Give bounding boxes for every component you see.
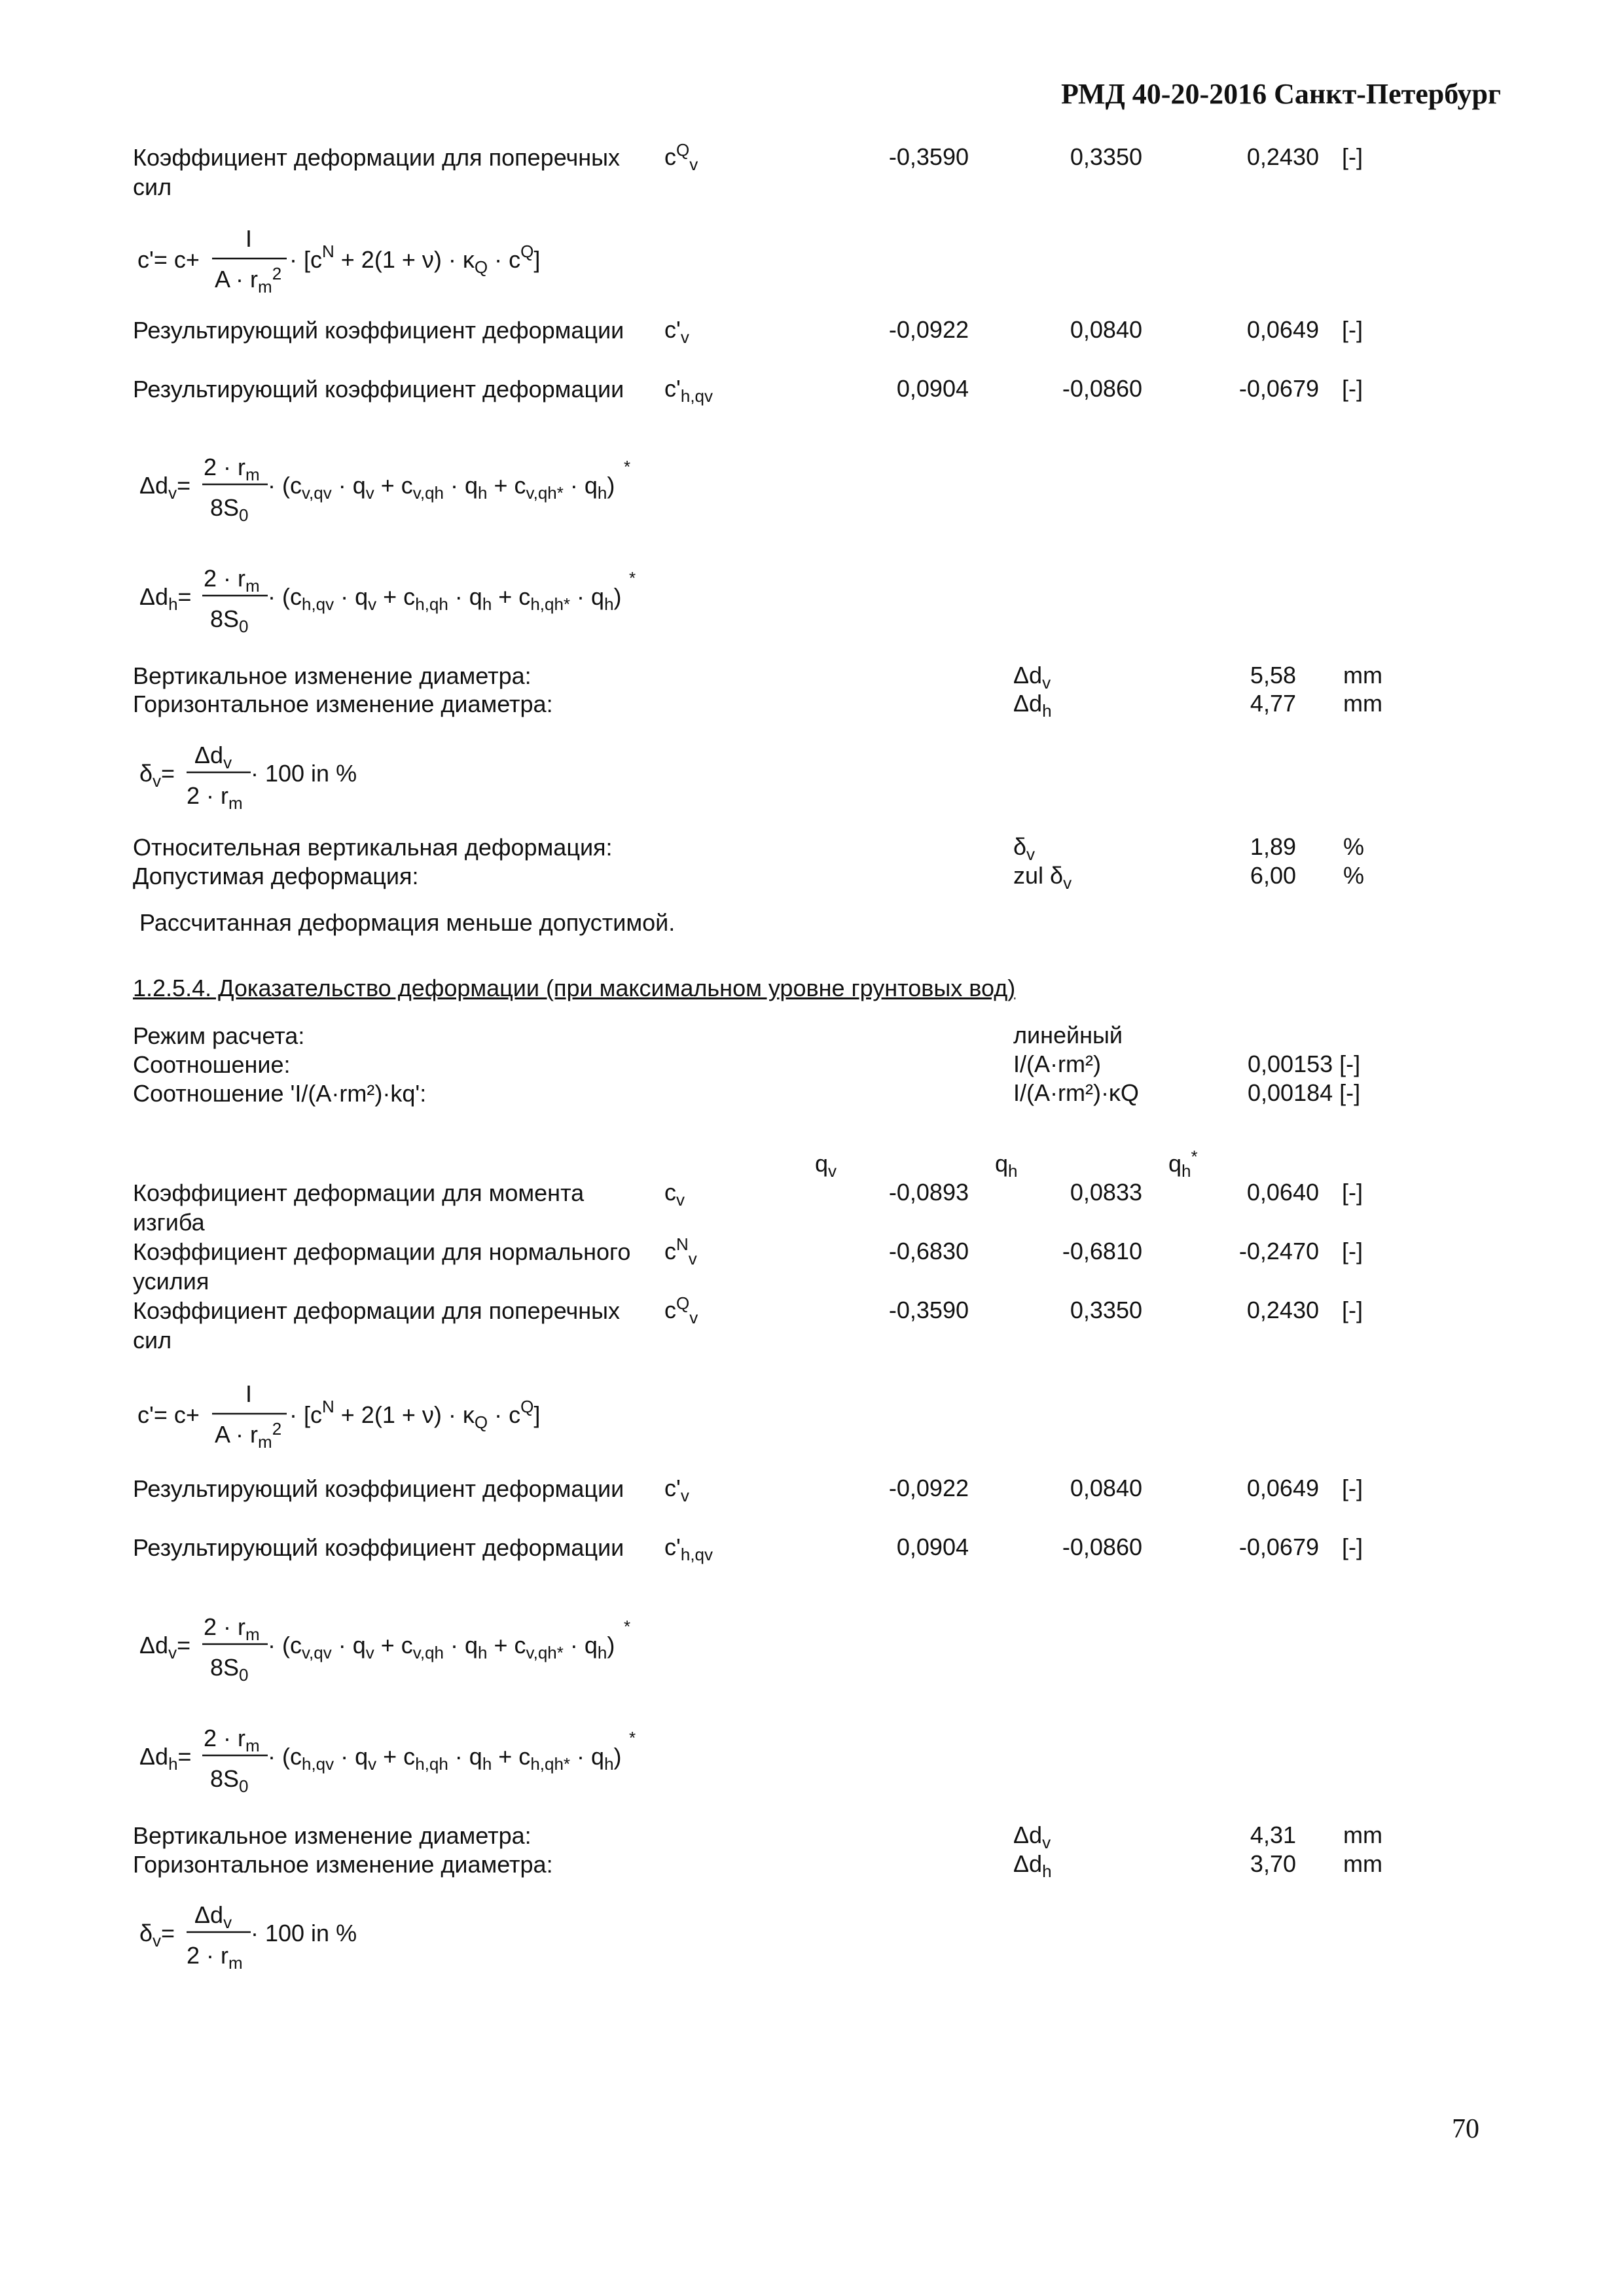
svg-text:Δdh=: $\Delta d_h=$: [139, 1743, 192, 1774]
svg-text:*: *: [629, 568, 636, 588]
unit: [-]: [1342, 1297, 1363, 1323]
value-qv: -0,0922: [888, 316, 969, 343]
deformation-value: 1,89: [1250, 833, 1296, 860]
row-symbol: $c^Q_v$: [664, 1293, 698, 1327]
change-unit: mm: [1343, 690, 1382, 717]
value-qh: 0,0833: [1070, 1179, 1142, 1206]
svg-text:2 · rm: $2 \cdot r_m$: [187, 782, 243, 813]
value-qh-star: 0,2430: [1246, 143, 1319, 170]
svg-text:A · rm2: $A \cdot r_m^2$: [215, 264, 282, 296]
change-unit: mm: [1343, 1850, 1382, 1877]
row-symbol: $c_v$: [664, 1179, 685, 1210]
info-symbol: I/(A·rm²): [1013, 1050, 1101, 1077]
svg-text:Δdv: $\Delta d_v$: [194, 742, 232, 772]
delta-formula: [139, 741, 467, 819]
deformation-symbol: zul $\delta_v$: [1013, 862, 1072, 893]
value-qv: -0,3590: [888, 143, 969, 170]
svg-text:· (cv,qv · qv + cv,qh · qh + c: · $(c_{v,qv} \cdot q_v + c_{v,qh} \cdot q_h + c_{v,qh*} \cdot q_h)$: [268, 1632, 615, 1662]
value-qv: -0,3590: [888, 1297, 969, 1323]
svg-text:· [cN + 2(1 + ν) · κQ · cQ]: · $[c^N + 2(1 + \nu) \cdot \kappa_Q \cdot c^Q]$: [289, 1397, 541, 1432]
svg-text:· (ch,qv · qv + ch,qh · qh + c: · $(c_{h,qv} \cdot q_v + c_{h,qh} \cdot q_h + c_{h,qh*} \cdot q_h)$: [268, 1743, 622, 1774]
svg-text:2 · rm: $2 \cdot r_m$: [204, 454, 260, 484]
svg-text:· (cv,qv · qv + cv,qh · qh + c: · $(c_{v,qv} \cdot q_v + c_{v,qh} \cdot q_h + c_{v,qh*} \cdot q_h)$: [268, 472, 615, 503]
svg-text:2 · rm: $2 \cdot r_m$: [204, 1725, 260, 1755]
svg-text:Δdh=: $\Delta d_h=$: [139, 583, 192, 614]
unit: [-]: [1342, 1238, 1363, 1265]
c-prime-formula: [137, 1374, 596, 1453]
info-label: Соотношение 'I/(A·rm²)·kq':: [133, 1080, 427, 1107]
svg-text:I: I: [245, 1380, 253, 1407]
change-label: Вертикальное изменение диаметра:: [133, 1822, 532, 1849]
col-header-qh-star: $q_h^*$: [1168, 1147, 1198, 1181]
unit: [-]: [1342, 143, 1363, 170]
value-qh-star: -0,0679: [1238, 1534, 1319, 1560]
document-header: РМД 40-20-2016 Санкт-Петербург: [1060, 78, 1501, 110]
value-qh: 0,0840: [1070, 316, 1142, 343]
deformation-symbol: $\delta_v$: [1013, 833, 1036, 864]
svg-text:*: *: [624, 457, 631, 476]
value-qh-star: 0,0649: [1246, 1475, 1319, 1501]
change-unit: mm: [1343, 662, 1382, 689]
svg-text:8S0: $8S_0$: [210, 494, 249, 525]
info-label: Соотношение:: [133, 1051, 291, 1078]
unit: [-]: [1342, 1179, 1363, 1206]
info-value: 0,00184 [-]: [1248, 1079, 1361, 1106]
row-label: Коэффициент деформации для поперечных сил: [133, 1297, 621, 1354]
c-prime-formula: [137, 219, 596, 298]
value-qh: 0,3350: [1070, 143, 1142, 170]
svg-text:δv=: $\delta_v=$: [139, 1920, 175, 1950]
row-label: Коэффициент деформации для момента изгиба: [133, 1179, 585, 1236]
change-symbol: $\Delta d_v$: [1013, 662, 1051, 692]
row-label: Результирующий коэффициент деформации: [133, 1534, 624, 1561]
page-number: 70: [1452, 2114, 1479, 2144]
change-symbol: $\Delta d_h$: [1013, 690, 1052, 721]
info-label: Режим расчета:: [133, 1022, 305, 1049]
deformation-unit: %: [1343, 833, 1365, 860]
row-label: Коэффициент деформации для поперечных сил: [133, 144, 621, 200]
row-label: Результирующий коэффициент деформации: [133, 1475, 624, 1502]
value-qh: -0,0860: [1062, 375, 1142, 402]
dv-formula: [139, 1613, 676, 1691]
row-symbol: $c'_v$: [664, 316, 689, 347]
svg-text:c'= c+: c'= c+: [137, 1401, 200, 1428]
col-header-qh: $q_h$: [995, 1150, 1018, 1181]
svg-text:2 · rm: $2 \cdot r_m$: [187, 1942, 243, 1973]
svg-text:A · rm2: $A \cdot r_m^2$: [215, 1419, 282, 1452]
row-label: Результирующий коэффициент деформации: [133, 376, 624, 403]
change-value: 4,31: [1250, 1821, 1296, 1848]
change-label: Вертикальное изменение диаметра:: [133, 662, 532, 689]
value-qh: -0,0860: [1062, 1534, 1142, 1560]
dh-formula: [139, 1724, 676, 1803]
change-symbol: $\Delta d_h$: [1013, 1850, 1052, 1881]
row-symbol: $c'_{h,qv}$: [664, 1534, 713, 1564]
change-value: 4,77: [1250, 690, 1296, 717]
row-label: Результирующий коэффициент деформации: [133, 317, 624, 344]
dh-formula: [139, 564, 676, 643]
value-qh-star: 0,2430: [1246, 1297, 1319, 1323]
value-qv: -0,0893: [888, 1179, 969, 1206]
row-symbol: $c^Q_v$: [664, 140, 698, 174]
row-symbol: $c'_{h,qv}$: [664, 375, 713, 406]
dv-formula: [139, 453, 676, 531]
value-qv: 0,0904: [896, 375, 969, 402]
unit: [-]: [1342, 375, 1363, 402]
conclusion-note: Рассчитанная деформация меньше допустимой.: [139, 909, 676, 936]
svg-text:*: *: [624, 1617, 631, 1636]
svg-text:2 · rm: $2 \cdot r_m$: [204, 1613, 260, 1644]
svg-text:· 100 in %: · 100 in %: [251, 760, 357, 787]
svg-text:· 100 in %: · 100 in %: [251, 1920, 357, 1946]
change-value: 3,70: [1250, 1850, 1296, 1877]
svg-text:· [cN + 2(1 + ν) · κQ · cQ]: · $[c^N + 2(1 + \nu) \cdot \kappa_Q \cdot c^Q]$: [289, 242, 541, 277]
value-qh-star: -0,2470: [1238, 1238, 1319, 1265]
svg-text:Δdv=: $\Delta d_v=$: [139, 1632, 191, 1662]
unit: [-]: [1342, 1475, 1363, 1501]
deformation-label: Допустимая деформация:: [133, 863, 419, 889]
svg-text:δv=: $\delta_v=$: [139, 760, 175, 791]
value-qh-star: 0,0640: [1246, 1179, 1319, 1206]
value-qv: 0,0904: [896, 1534, 969, 1560]
change-label: Горизонтальное изменение диаметра:: [133, 691, 553, 717]
svg-text:Δdv: $\Delta d_v$: [194, 1901, 232, 1932]
svg-text:*: *: [629, 1728, 636, 1748]
section-heading: 1.2.5.4. Доказательство деформации (при максимальном уровне грунтовых вод): [133, 975, 1016, 1001]
svg-text:8S0: $8S_0$: [210, 1654, 249, 1685]
value-qh: 0,0840: [1070, 1475, 1142, 1501]
deformation-unit: %: [1343, 862, 1365, 889]
info-symbol: I/(A·rm²)·κQ: [1013, 1079, 1139, 1106]
change-symbol: $\Delta d_v$: [1013, 1821, 1051, 1852]
value-qh-star: 0,0649: [1246, 316, 1319, 343]
info-value: 0,00153 [-]: [1248, 1050, 1361, 1077]
svg-text:8S0: $8S_0$: [210, 1765, 249, 1796]
svg-text:2 · rm: $2 \cdot r_m$: [204, 565, 260, 596]
value-qh: -0,6810: [1062, 1238, 1142, 1265]
unit: [-]: [1342, 1534, 1363, 1560]
svg-text:· (ch,qv · qv + ch,qh · qh + c: · $(c_{h,qv} \cdot q_v + c_{h,qh} \cdot q_h + c_{h,qh*} \cdot q_h)$: [268, 583, 622, 614]
svg-text:8S0: $8S_0$: [210, 605, 249, 636]
change-label: Горизонтальное изменение диаметра:: [133, 1851, 553, 1878]
unit: [-]: [1342, 316, 1363, 343]
value-qh-star: -0,0679: [1238, 375, 1319, 402]
change-unit: mm: [1343, 1821, 1382, 1848]
value-qh: 0,3350: [1070, 1297, 1142, 1323]
row-symbol: $c^N_v$: [664, 1234, 697, 1268]
delta-formula: [139, 1901, 467, 1979]
change-value: 5,58: [1250, 662, 1296, 689]
svg-text:I: I: [245, 225, 253, 252]
row-label: Коэффициент деформации для нормального усилия: [133, 1238, 631, 1295]
deformation-value: 6,00: [1250, 862, 1296, 889]
info-symbol: линейный: [1013, 1022, 1123, 1049]
value-qv: -0,6830: [888, 1238, 969, 1265]
row-symbol: $c'_v$: [664, 1475, 689, 1505]
value-qv: -0,0922: [888, 1475, 969, 1501]
col-header-qv: $q_v$: [815, 1150, 837, 1181]
deformation-label: Относительная вертикальная деформация:: [133, 834, 613, 861]
svg-text:Δdv=: $\Delta d_v=$: [139, 472, 191, 503]
svg-text:c'= c+: c'= c+: [137, 246, 200, 273]
